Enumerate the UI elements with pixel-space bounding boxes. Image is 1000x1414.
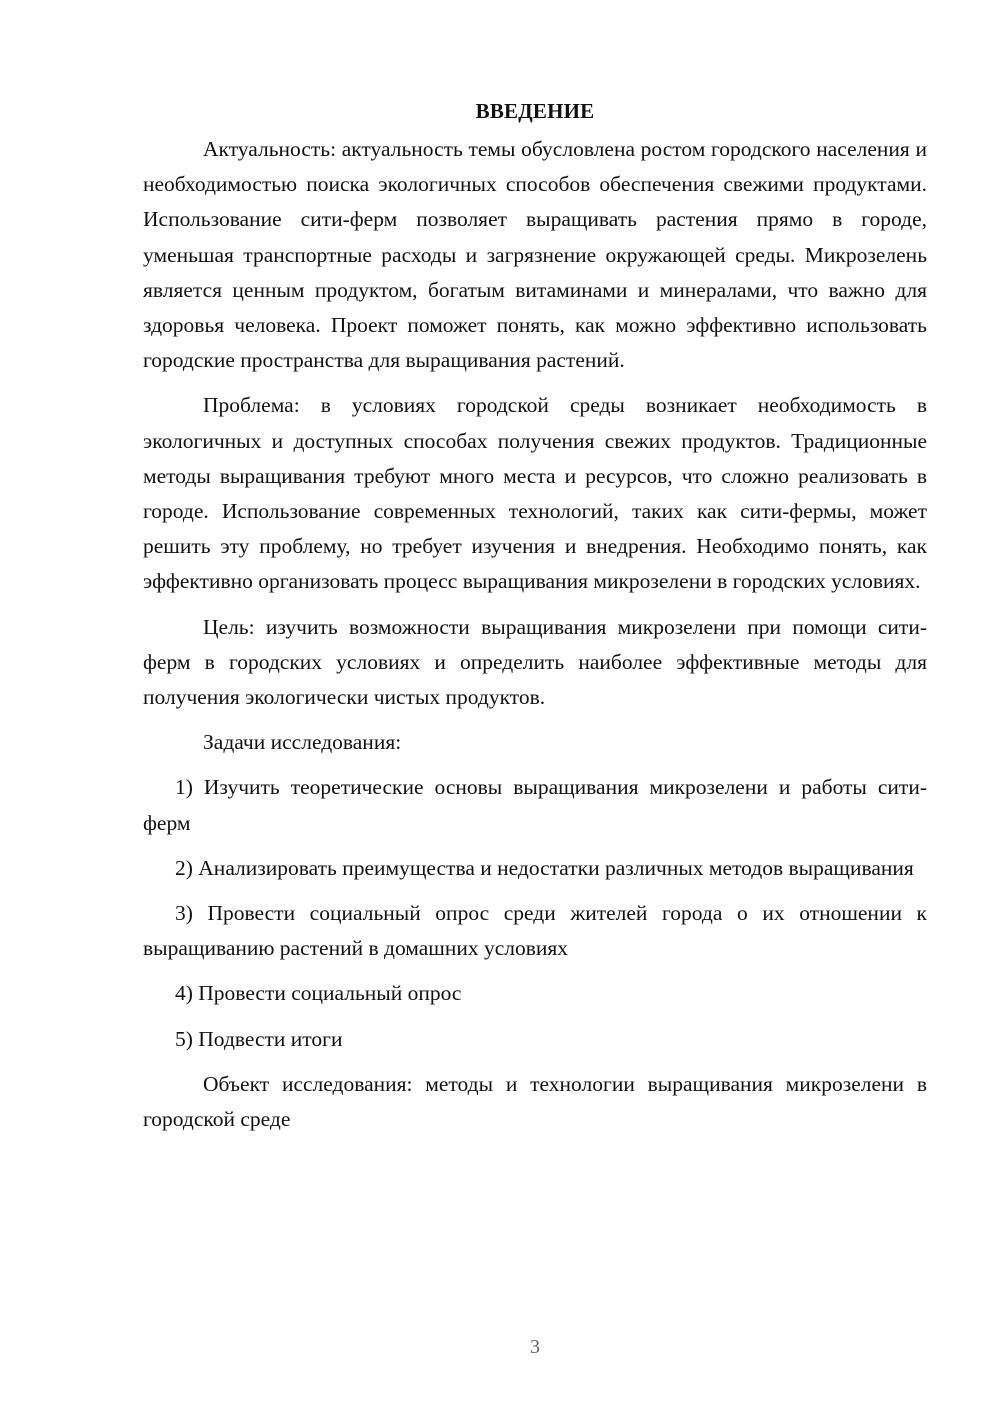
tasks-heading: Задачи исследования: bbox=[203, 730, 402, 755]
page-number: 3 bbox=[530, 1336, 540, 1358]
paragraph-goal: Цель: изучить возможности выращивания микрозелени при помощи сити-ферм в городских условиях и определить наиболее эффективные методы для получения экологически чистых продуктов. bbox=[143, 614, 927, 710]
page-content bbox=[143, 96, 927, 1147]
paragraph-problem: Проблема: в условиях городской среды возникает необходимость в экологичных и доступных способах получения свежих продуктов. Традиционные методы выращивания требуют много места и ресурсов, что сложно реализовать в городе. Использование современных технологий, таких как сити-фермы, может решить эту проблему, но требует изучения и внедрения. Необходимо понять, как эффективно организовать процесс выращивания микрозелени в городских условиях. bbox=[143, 393, 927, 594]
page-title: ВВЕДЕНИЕ bbox=[475, 99, 595, 123]
paragraph-relevance: Актуальность: актуальность темы обусловлена ростом городского населения и необходимостью поиска экологичных способов обеспечения свежими продуктами. Использование сити-ферм позволяет выращивать растения прямо в городе, уменьшая транспортные расходы и загрязнение окружающей среды. Микрозелень является ценным продуктом, богатым витаминами и минералами, что важно для здоровья человека. Проект поможет понять, как можно эффективно использовать городские пространства для выращивания растений. bbox=[143, 137, 927, 373]
task-item: 2) Анализировать преимущества и недостатки различных методов выращивания bbox=[175, 855, 914, 880]
task-item: 3) Провести социальный опрос среди жителей города о их отношении к выращиванию растений в домашних условиях bbox=[143, 901, 927, 961]
paragraph-object: Объект исследования: методы и технологии выращивания микрозелени в городской среде bbox=[143, 1071, 927, 1132]
task-item: 5) Подвести итоги bbox=[175, 1026, 343, 1051]
task-item: 1) Изучить теоретические основы выращивания микрозелени и работы сити-ферм bbox=[143, 775, 927, 835]
task-item: 4) Провести социальный опрос bbox=[175, 981, 462, 1006]
